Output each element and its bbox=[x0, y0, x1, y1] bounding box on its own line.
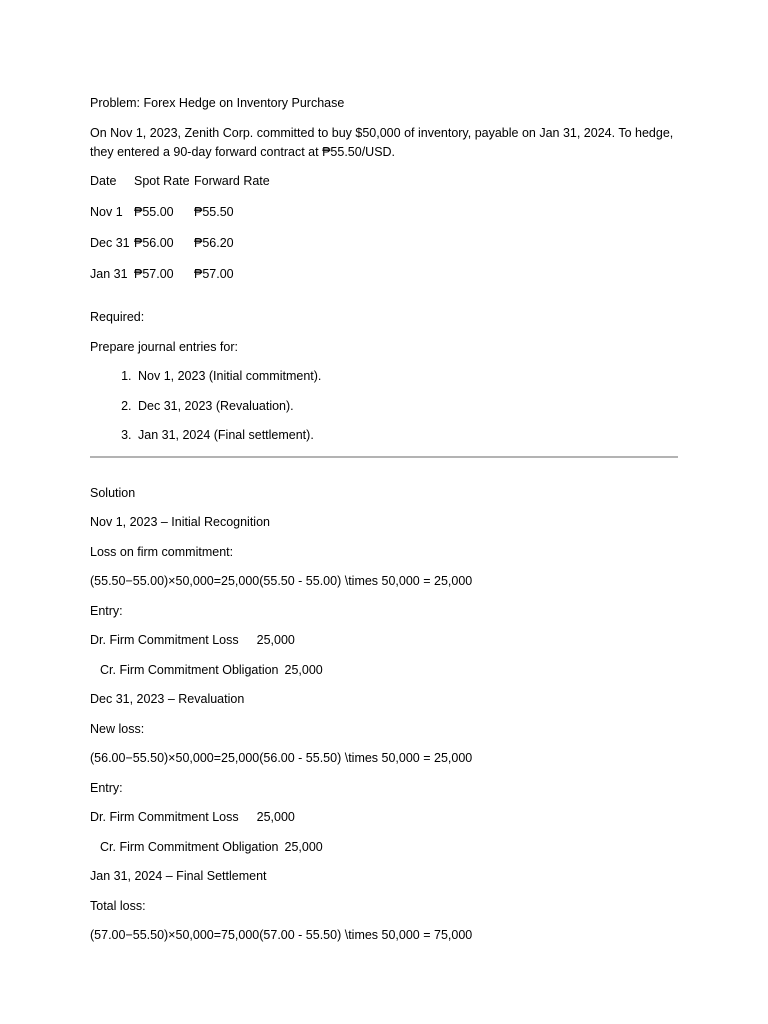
credit-account: Cr. Firm Commitment Obligation bbox=[100, 662, 279, 677]
loss-label: New loss: bbox=[90, 721, 145, 736]
section-heading: Dec 31, 2023 – Revaluation bbox=[90, 692, 245, 706]
loss-formula: (57.00−55.50)×50,000=75,000(57.00 - 55.50) \times 50,000 = 75,000 bbox=[90, 928, 473, 942]
credit-account: Cr. Firm Commitment Obligation bbox=[100, 839, 279, 854]
solution-title: Solution bbox=[90, 485, 136, 500]
cell-spot-rate: ₱57.00 bbox=[134, 267, 174, 281]
cell-forward-rate: ₱55.50 bbox=[194, 205, 234, 219]
table-row bbox=[90, 203, 288, 234]
list-item: 2. Dec 31, 2023 (Revaluation). bbox=[135, 397, 680, 416]
cell-date: Nov 1 bbox=[90, 205, 123, 219]
table-row bbox=[90, 234, 288, 265]
list-item: 1. Nov 1, 2023 (Initial commitment). bbox=[135, 367, 680, 386]
cell-date: Jan 31 bbox=[90, 267, 128, 281]
header-spot-rate: Spot Rate bbox=[134, 174, 190, 188]
debit-amount: 25,000 bbox=[256, 810, 295, 824]
problem-description: On Nov 1, 2023, Zenith Corp. committed to buy $50,000 of inventory, payable on Jan 31, 2024. To hedge, they entered a 90-day forward contract at ₱55.50/USD. bbox=[90, 125, 674, 159]
debit-line bbox=[90, 808, 680, 827]
credit-line bbox=[90, 838, 680, 857]
entry-label: Entry: bbox=[90, 603, 123, 618]
list-item: 3. Jan 31, 2024 (Final settlement). bbox=[135, 426, 680, 445]
debit-amount: 25,000 bbox=[256, 633, 295, 647]
table-row bbox=[90, 265, 288, 296]
credit-line bbox=[90, 661, 680, 680]
section-heading: Jan 31, 2024 – Final Settlement bbox=[90, 869, 267, 883]
loss-label: Loss on firm commitment: bbox=[90, 544, 234, 559]
debit-account: Dr. Firm Commitment Loss bbox=[90, 810, 239, 824]
debit-line bbox=[90, 631, 680, 650]
debit-account: Dr. Firm Commitment Loss bbox=[90, 633, 239, 647]
loss-formula: (56.00−55.50)×50,000=25,000(56.00 - 55.50) \times 50,000 = 25,000 bbox=[90, 751, 473, 765]
prepare-label: Prepare journal entries for: bbox=[90, 339, 238, 354]
credit-amount: 25,000 bbox=[284, 662, 323, 677]
section-divider bbox=[90, 456, 678, 458]
header-date: Date bbox=[90, 174, 117, 188]
cell-forward-rate: ₱56.20 bbox=[194, 236, 234, 250]
rates-table bbox=[90, 172, 288, 296]
cell-spot-rate: ₱56.00 bbox=[134, 236, 174, 250]
cell-spot-rate: ₱55.00 bbox=[134, 205, 174, 219]
credit-amount: 25,000 bbox=[284, 839, 323, 854]
required-label: Required: bbox=[90, 310, 145, 324]
table-header-row bbox=[90, 172, 288, 203]
section-heading: Nov 1, 2023 – Initial Recognition bbox=[90, 515, 270, 529]
loss-label: Total loss: bbox=[90, 898, 146, 913]
document-page bbox=[90, 94, 680, 956]
cell-forward-rate: ₱57.00 bbox=[194, 267, 234, 281]
entry-label: Entry: bbox=[90, 780, 123, 795]
problem-title: Problem: Forex Hedge on Inventory Purchase bbox=[90, 96, 345, 110]
loss-formula: (55.50−55.00)×50,000=25,000(55.50 - 55.00) \times 50,000 = 25,000 bbox=[90, 574, 473, 588]
required-list bbox=[90, 367, 680, 445]
cell-date: Dec 31 bbox=[90, 236, 130, 250]
header-forward-rate: Forward Rate bbox=[194, 174, 270, 188]
